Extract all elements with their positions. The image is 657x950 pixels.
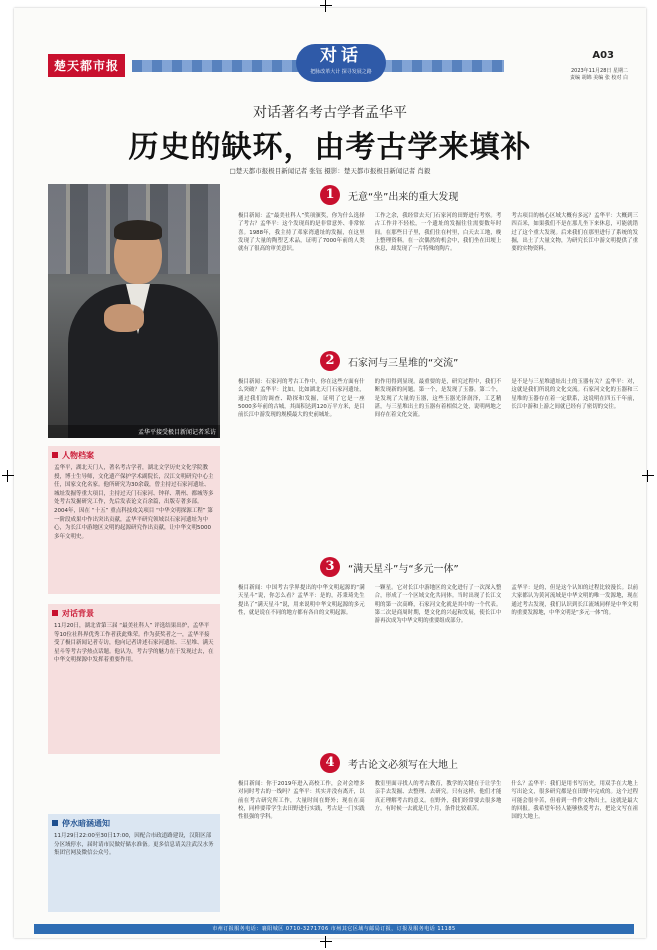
notice-box — [48, 814, 220, 912]
section-4-body — [238, 780, 638, 914]
photo-figure-hand — [104, 304, 144, 332]
article-subhead: 对话著名考古学者孟华平 — [253, 105, 407, 121]
section-1-heading — [226, 184, 646, 206]
newspaper-page — [14, 8, 646, 938]
section-4-heading — [226, 752, 646, 774]
section-4-col-1: 极目新闻：你于2019年进入高校工作，会对会增多对同时考古的一线吗？孟华平：其实并没有离开，以前在考古研究所工作，大量时间在野外；现在在高校，同样要带学生去田野进行实践，考古是一门实践性很强的学科。 — [238, 781, 365, 821]
section-4-col-2: 教室里面寻找人的考古教育，教学的关键在于让学生亲手去发掘、去整理、去研究。只有这样，他们才能真正理解考古的意义。在野外，我们经常要去很多地方，有时候一去就是几个月，条件比较艰苦。 — [374, 781, 502, 812]
page-number: A03 — [592, 50, 614, 61]
background-text: 11月20日，湖北省第三届 “最美社科人” 评选结果出炉，孟华平等10位社科界优秀工作者获此殊荣。作为获奖者之一，孟华平接受了极目新闻记者专访，他向记者讲述石家河遗址、三星堆、满天星斗等考古学热点话题。他认为，考古学的魅力在于发现过去，在中华文明探源中发挥着重要作用。 — [54, 623, 214, 664]
section-2-col-2: 的作用得到显现。最重要的是，研究过程中，我们不断发现新的问题。第一个，是发现了玉器。第二个，是发现了大量的玉器，这些玉器光泽润泽，工艺精湛，与三星堆出土的玉器有着相似之处，说明两地之间存在着文化交流。 — [374, 379, 502, 419]
section-badge — [296, 44, 386, 82]
section-1-body — [238, 212, 638, 342]
section-1-col-2: 工作之余，我经常去天门石家河的田野进行考察。考古工作并不轻松，一个遗址的发掘往往需要数年时间。在那些日子里，我们住在村里，白天去工地，晚上整理资料。在一次偶然的机会中，我们坐在田埂上休息，却发现了一片特殊的陶片。 — [374, 213, 502, 253]
section-3-col-1: 极目新闻：中国考古学界提出的中华文明起源的“满天星斗”说，你怎么看？孟华平：是的，苏秉琦先生提出了“满天星斗”说，用来说明中华文明起源的多元性，就是说在不同的地方都有各自的文明起源。 — [238, 585, 365, 616]
profile-text: 孟华平，湖北天门人，著名考古学者，湖北文学历史文化学院教授，博士生导师，文化遗产保护学术副院长，汉江文明研究中心主任，国家文化名家。他所研究为30余载，曾主持过石家河遗址、城址发掘等重大项目，主持过天门石家河、钟祥、荆州、都城等多处考古发掘研究工作，先后发表论文百余篇，出版专著多部。2004年，因在 “十五” 重点科技攻关项目 “中华文明探源工程” 第一阶段成果中作出突出贡献，孟华平研究领域以石家河遗址为中心，为长江中游地区文明的起源研究作出贡献，让中华文明5000多年文明史。 — [54, 465, 214, 540]
section-subtitle: 把脉改革大计 探寻发展之路 — [310, 69, 372, 75]
newspaper-logo: 楚天都市报 — [48, 54, 125, 77]
notice-title: 停水暗涵通知 — [48, 814, 220, 832]
crop-mark-bottom — [320, 936, 332, 948]
portrait-photo — [48, 184, 220, 438]
section-4-title: 考古论文必须写在大地上 — [348, 760, 458, 771]
section-1-col-3: 考古项目的核心区域大概有多远？孟华平：大概到三四百米，如果我们不是在那儿坐下来休息，可能就错过了这个重大发现。后来我们在那里进行了系统的发掘，出土了大量文物，为研究长江中游文明提供了重要的实物资料。 — [511, 213, 639, 253]
masthead — [14, 28, 646, 80]
section-3-number: 3 — [320, 557, 340, 577]
section-2-col-3: 是不是与三星堆遗址出土的玉器有关？孟华平：对，这就是我们所说的文化交流。石家河文化的玉器和三星堆的玉器存在着一定联系，这说明在四五千年前，长江中游和上游之间就已经有了密切的交往。 — [511, 379, 639, 410]
section-3-heading — [226, 556, 646, 578]
section-3-title: “满天星斗”与“多元一体” — [348, 564, 459, 575]
crop-mark-right — [642, 470, 654, 482]
section-2-body — [238, 378, 638, 546]
section-1-title: 无意“坐”出来的重大发现 — [348, 192, 459, 203]
photo-caption: 孟华平接受极目新闻记者采访 — [48, 425, 220, 438]
section-2-heading — [226, 350, 646, 372]
section-2-number: 2 — [320, 351, 340, 371]
notice-text: 11月29日22:00至30日17:00，因配合市政道路建设，汉阳区部分区域停水，届时请市民做好储水准备。更多信息请关注武汉水务集团官网及微信公众号。 — [54, 833, 214, 857]
background-title: 对话背景 — [48, 604, 220, 622]
section-1-number: 1 — [320, 185, 340, 205]
crop-mark-left — [2, 470, 14, 482]
section-4-number: 4 — [320, 753, 340, 773]
section-2-title: 石家河与三星堆的“交流” — [348, 358, 459, 369]
section-4-col-3: 什么？孟华平：我们是用书写历史，用双手在大地上写出论文，很多研究都是在田野中完成的。这个过程可能会很辛苦，但看到一件件文物出土，这就是最大的回报。我希望年轻人能够热爱考古，把论文写在祖国的大地上。 — [511, 781, 639, 821]
profile-box — [48, 446, 220, 594]
article-byline: □楚天都市报极目新闻记者 张钰 摄影：楚天都市报极目新闻记者 肖毅 — [229, 167, 431, 175]
article-headline: 历史的缺环，由考古学来填补 — [128, 130, 532, 165]
photo-figure-hair — [114, 220, 162, 240]
section-1-col-1: 极目新闻：孟“最美社科人”奖项颁奖，你为什么选择了考古？孟华平：这个发现真的是非常意外、非常惊喜。1988年，我主持了邓家湾遗址的发掘，在这里发现了大量的陶塑艺术品，证明了7000年前的人类就有了很高的审美意识。 — [238, 213, 365, 253]
section-3-col-2: 一颗星。它对长江中游地区的文化进行了一次深入整合，形成了一个区域文化共同体。当时出现了长江文明的第一次高峰，石家河文化就是其中的一个代表。第二次是商周时期，楚文化的兴起和发展，使长江中游再次成为中华文明的重要组成部分。 — [374, 585, 502, 625]
date-editors: 2023年11月28日 星期二 责编 胡锦 美编 张 校对 白 — [570, 68, 628, 81]
profile-title: 人物档案 — [48, 446, 220, 464]
crop-mark-top — [320, 0, 332, 12]
section-title: 对话 — [320, 46, 362, 66]
section-3-body — [238, 584, 638, 746]
background-box — [48, 604, 220, 754]
footer-bar: 市州订报服务电话：襄阳城区 0710-3271706 市州其它区域与邮局订报，订报及服务电话 11185 — [34, 924, 634, 934]
section-2-col-1: 极目新闻：石家河的考古工作中，你在这些方面有什么突破？孟华平：比如，比如湖北天门石家河遗址，通过我们的调查、勘探和发掘，证明了它是一座5000多年前的古城，其面积达到120万平方米，是目前长江中游发现的规模最大的史前城址。 — [238, 379, 365, 419]
section-3-col-3: 孟华平：是的，但是这个认知的过程比较漫长。以前大家都认为黄河流域是中华文明的唯一发源地，现在通过考古发现，我们认识到长江流域同样是中华文明的重要发源地，中华文明是“多元一体”的。 — [511, 585, 639, 616]
